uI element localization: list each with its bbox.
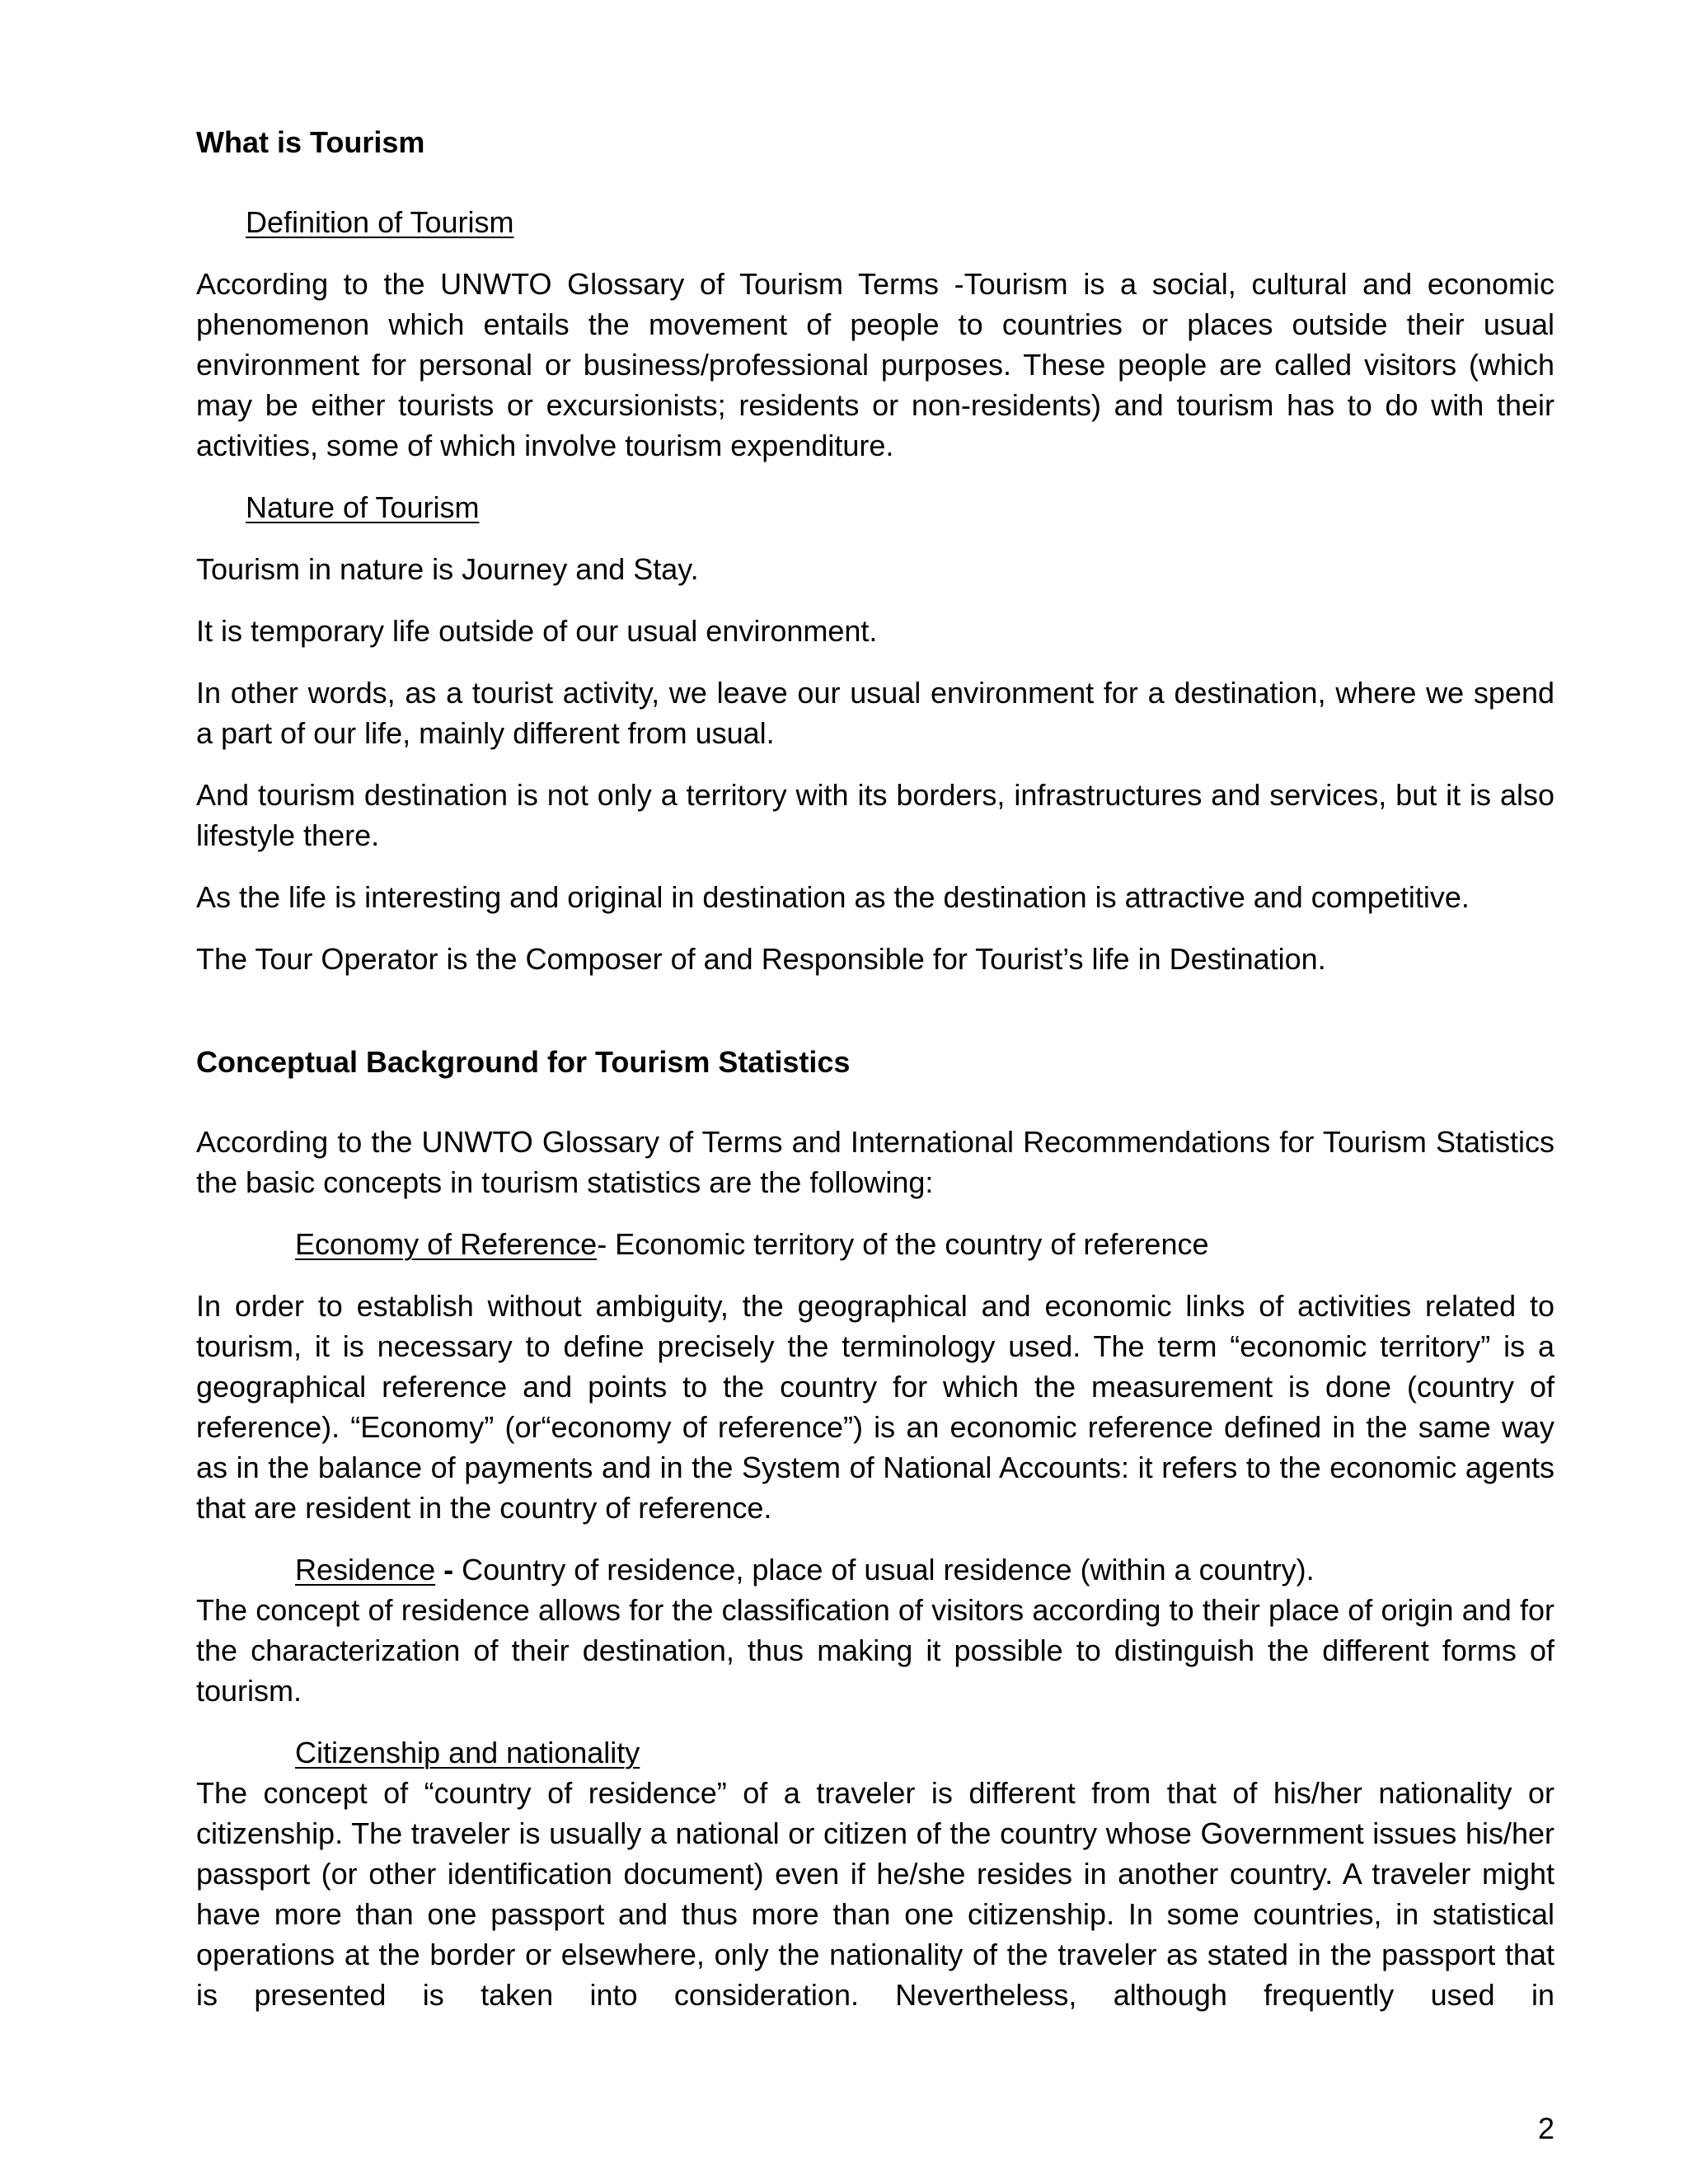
residence-heading-tail: Country of residence, place of usual residence (within a country). (462, 1553, 1315, 1586)
economy-heading-line (295, 1224, 1554, 1264)
subheading-citizenship: Citizenship and nationality (295, 1736, 640, 1769)
conceptual-intro-paragraph: According to the UNWTO Glossary of Terms and International Recommendations for Tourism Statistics the basic concepts in tourism statistics are the following: (196, 1125, 1554, 1199)
document-page (196, 122, 1554, 2015)
residence-heading-line (295, 1549, 1554, 1590)
citizenship-paragraph: The concept of “country of residence” of a traveler is different from that of his/her nationality or citizenship. The traveler is usually a national or citizen of the country whose Government issues his/her passport (or other identification document) even if he/she resides in another country. A traveler might have more than one passport and thus more than one citizenship. In some countries, in statistical operations at the border or elsewhere, only the nationality of the traveler as stated in the passport that is presented is taken into consideration. Nevertheless, although frequently used in (196, 1776, 1554, 2012)
nature-paragraph-3: In other words, as a tourist activity, we leave our usual environment for a destination, where we spend a part of our life, mainly different from usual. (196, 676, 1554, 750)
subheading-residence: Residence (295, 1553, 436, 1586)
nature-paragraph-6: The Tour Operator is the Composer of and Responsible for Tourist’s life in Destination. (196, 942, 1326, 976)
definition-paragraph: According to the UNWTO Glossary of Tourism Terms -Tourism is a social, cultural and economic phenomenon which entails the movement of people to countries or places outside their usual environment for personal or business/professional purposes. These people are called visitors (which may be either tourists or excursionists; residents or non-residents) and tourism has to do with their activities, some of which involve tourism expenditure. (196, 267, 1554, 462)
section-title-conceptual-background: Conceptual Background for Tourism Statistics (196, 1045, 851, 1079)
subheading-nature: Nature of Tourism (246, 490, 480, 524)
page-number: 2 (1537, 2111, 1554, 2145)
nature-paragraph-1: Tourism in nature is Journey and Stay. (196, 552, 699, 586)
nature-paragraph-5: As the life is interesting and original in destination as the destination is attractive and competitive. (196, 880, 1470, 914)
nature-paragraph-2: It is temporary life outside of our usual environment. (196, 614, 878, 648)
nature-paragraph-4: And tourism destination is not only a territory with its borders, infrastructures and services, but it is also lifestyle there. (196, 778, 1554, 852)
subheading-economy-of-reference: Economy of Reference (295, 1227, 598, 1261)
residence-dash: - (443, 1553, 454, 1586)
subheading-definition: Definition of Tourism (246, 205, 514, 239)
residence-paragraph: The concept of residence allows for the classification of visitors according to their place of origin and for the characterization of their destination, thus making it possible to distinguish the different forms of tourism. (196, 1593, 1554, 1708)
economy-heading-tail: - Economic territory of the country of reference (597, 1227, 1209, 1261)
section-title-what-is-tourism: What is Tourism (196, 125, 425, 159)
economy-paragraph: In order to establish without ambiguity, the geographical and economic links of activities related to tourism, it is necessary to define precisely the terminology used. The term “economic territory” is a geographical reference and points to the country for which the measurement is done (country of reference). “Economy” (or“economy of reference”) is an economic reference defined in the same way as in the balance of payments and in the System of National Accounts: it refers to the economic agents that are resident in the country of reference. (196, 1289, 1554, 1525)
